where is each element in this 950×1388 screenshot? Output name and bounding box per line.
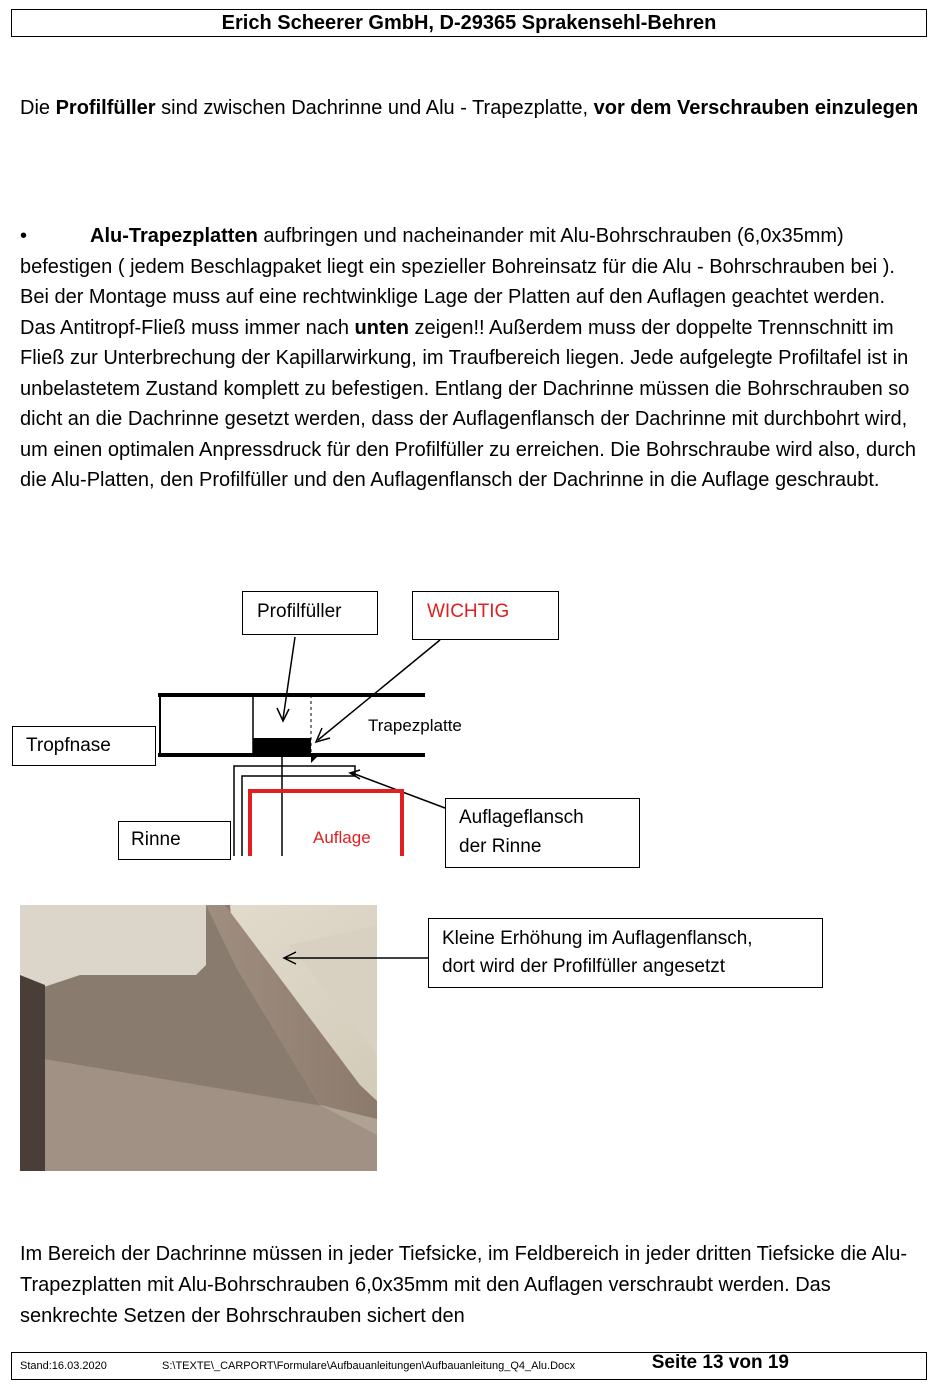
intro-bold-2: vor dem Verschrauben einzulegen <box>593 97 919 119</box>
intro-paragraph <box>20 93 920 124</box>
bullet-paragraph <box>20 221 920 496</box>
profilfueller-label: Profilfüller <box>257 601 342 622</box>
auflageflansch-label-1: Auflageflansch <box>459 807 584 828</box>
wichtig-label: WICHTIG <box>427 601 510 622</box>
gutter-photo-image <box>20 905 377 1171</box>
page-footer <box>11 1352 927 1380</box>
intro-text-2: sind zwischen Dachrinne und Alu - Trapezplatte, <box>155 97 594 119</box>
bullet-bold-lead: Alu-Trapezplatten <box>90 225 258 247</box>
profilfueller-callout <box>242 591 378 635</box>
bullet-symbol: • <box>20 225 28 247</box>
closing-paragraph: Im Bereich der Dachrinne müssen in jeder Tiefsicke, im Feldbereich in jeder dritten Tiefsicke die Alu-Trapezplatten mit Alu-Bohrschrauben 6,0x35mm mit den Auflagen verschraubt werden. Das senkrechte Setzen der Bohrschrauben sichert den <box>20 1243 908 1327</box>
drip-nose-mark <box>311 756 318 763</box>
rinne-callout <box>118 821 231 860</box>
page-header <box>11 9 927 37</box>
footer-file-path: S:\TEXTE\_CARPORT\Formulare\Aufbauanleitungen\Aufbauanleitung_Q4_Alu.Docx <box>162 1360 576 1372</box>
footer-date: Stand:16.03.2020 <box>20 1360 107 1372</box>
photo-callout <box>428 918 823 988</box>
photo-callout-line-1: Kleine Erhöhung im Auflagenflansch, <box>442 928 753 949</box>
auflageflansch-callout <box>445 798 640 868</box>
auflageflansch-label-2: der Rinne <box>459 836 542 857</box>
pointer-profilfueller <box>283 637 295 719</box>
tropfnase-label: Tropfnase <box>26 735 111 756</box>
tropfnase-callout <box>12 726 156 766</box>
footer-page-number: Seite 13 von 19 <box>651 1352 789 1373</box>
trapezplatte-label: Trapezplatte <box>368 716 462 735</box>
bullet-bold-mid: unten <box>354 316 409 339</box>
profilfueller-block <box>253 738 311 755</box>
intro-bold-1: Profilfüller <box>55 97 156 119</box>
company-title: Erich Scheerer GmbH, D-29365 Sprakensehl-Behren <box>221 12 717 34</box>
photo-callout-line-2: dort wird der Profilfüller angesetzt <box>442 956 726 977</box>
rinne-label: Rinne <box>131 829 181 850</box>
bullet-text-1: aufbringen und nacheinander mit Alu-Bohrschrauben (6,0x35mm) befestigen ( jedem Beschlagpaket liegt ein spezieller Bohreinsatz für die Alu - Bohrschrauben bei ). Bei der Montage muss auf eine rechtwinklige Lage der Platten auf den Auflagen geachtet werden. Das Antitropf-Fließ muss immer nach <box>20 225 895 339</box>
bullet-text-2: zeigen!! Außerdem muss der doppelte Trennschnitt im Fließ zur Unterbrechung der Kapillarwirkung, im Traufbereich liegen. Jede aufgelegte Profiltafel ist in unbelastetem Zustand komplett zu befestigen. Entlang der Dachrinne müssen die Bohrschrauben so dicht an die Dachrinne gesetzt werden, dass der Auflagenflansch der Dachrinne mit durchbohrt wird, um einen optimalen Anpressdruck für den Profilfüller zu erreichen. Die Bohrschraube wird also, durch die Alu-Platten, den Profilfüller und den Auflagenflansch der Dachrinne in die Auflage geschraubt. <box>20 316 917 491</box>
wichtig-callout <box>412 591 559 640</box>
gutter-photo <box>20 905 377 1171</box>
intro-text-1: Die <box>20 97 56 119</box>
auflage-label: Auflage <box>313 828 371 847</box>
